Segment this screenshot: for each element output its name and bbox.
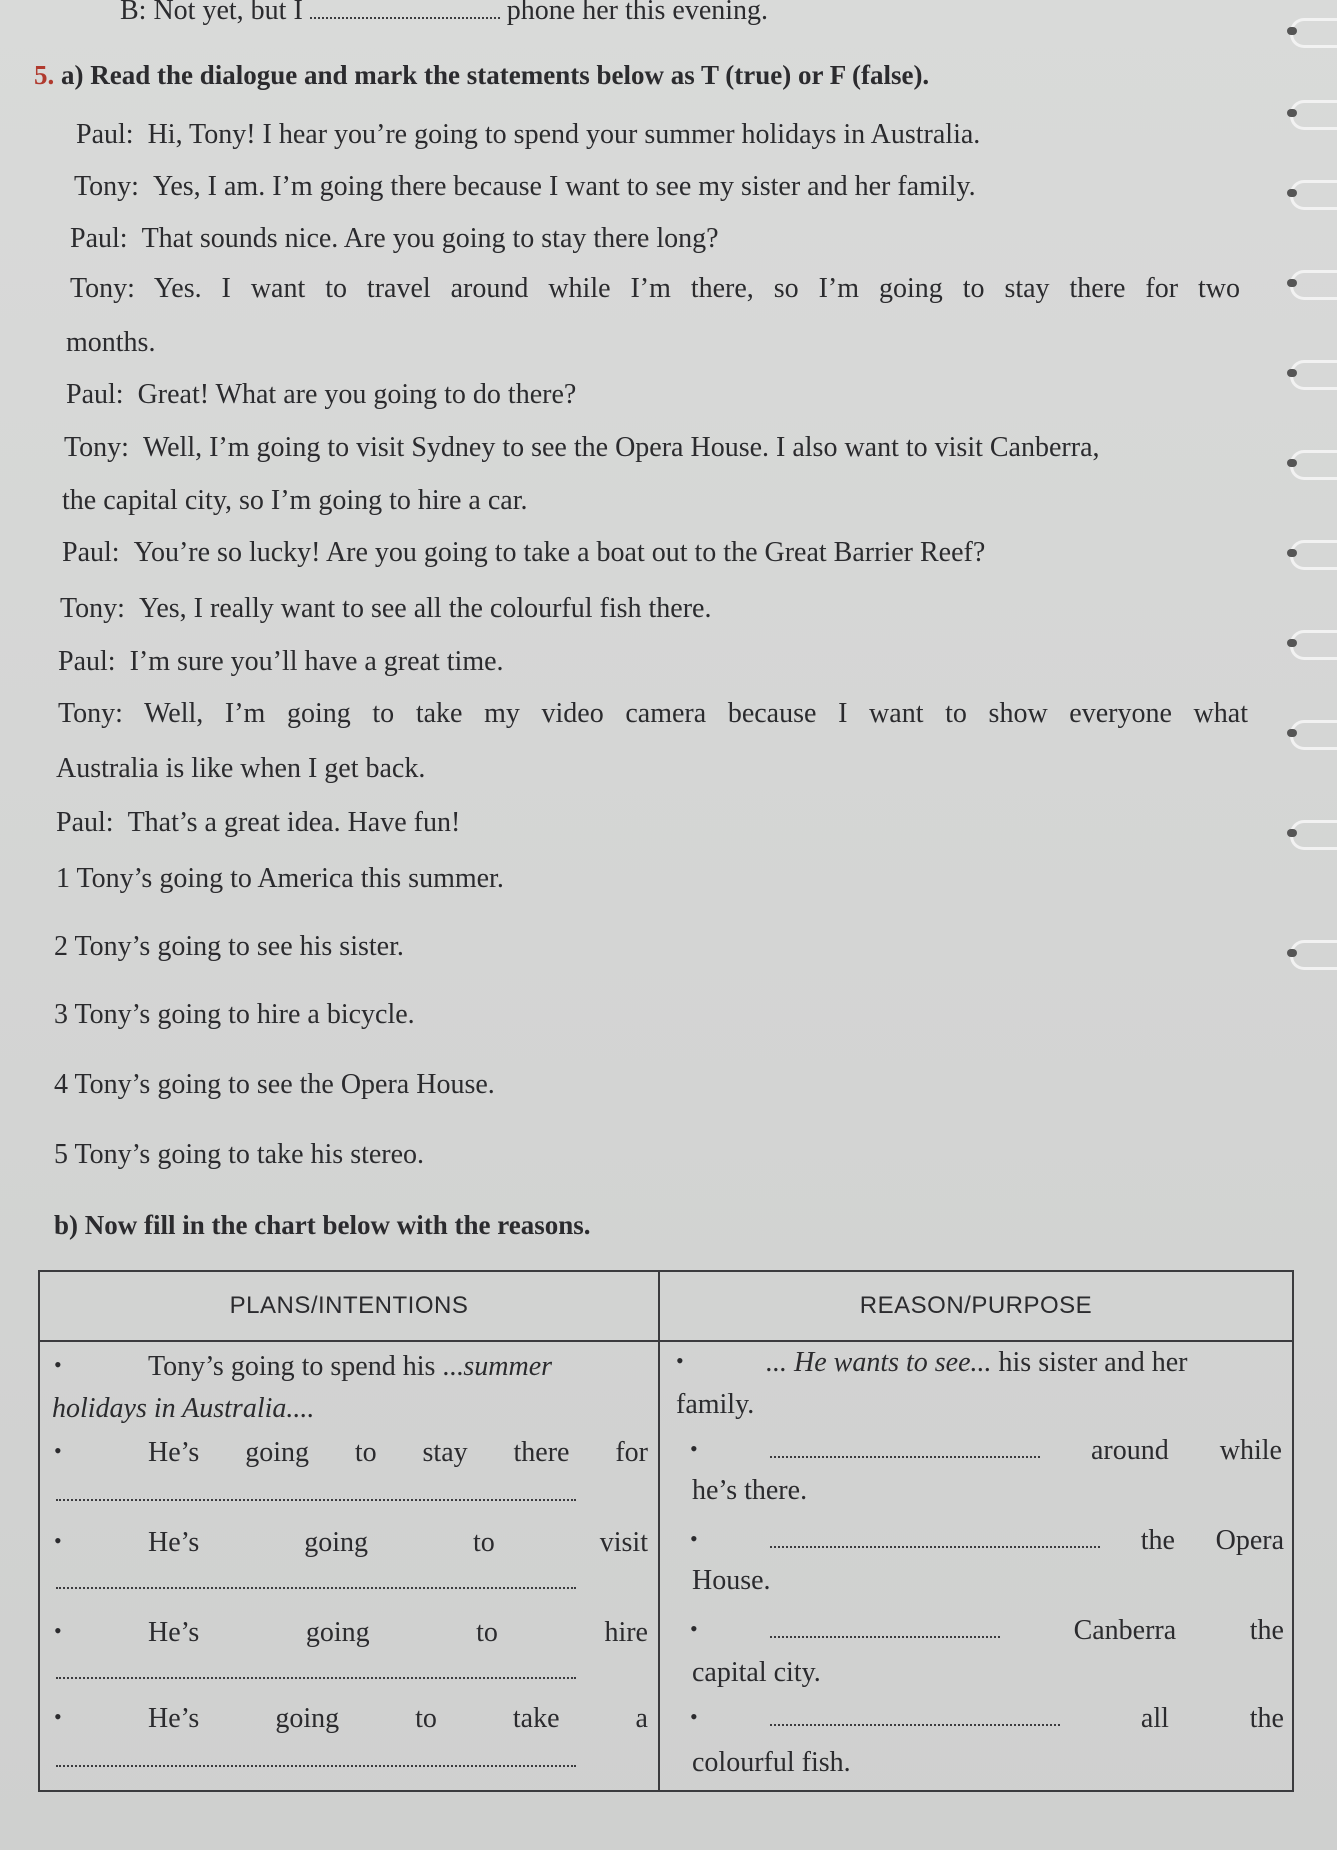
- plan-blank-row: [56, 1476, 658, 1510]
- reason-row-continuation: colourful fish.: [692, 1747, 851, 1778]
- binding-ring-icon: [1290, 820, 1337, 850]
- bullet: •: [690, 1526, 698, 1551]
- answer-blank[interactable]: [770, 1614, 1000, 1638]
- reason-row: the Opera: [770, 1524, 1284, 1558]
- bullet: •: [676, 1348, 684, 1373]
- plan-blank-row: [56, 1654, 658, 1688]
- previous-exercise-line: B: Not yet, but I phone her this evening.: [120, 0, 768, 28]
- exercise-number: 5.: [34, 60, 55, 90]
- bullet: •: [690, 1436, 698, 1461]
- plan-row: Tony’s going to spend his ...summer: [148, 1351, 553, 1382]
- reasons-column: [659, 1341, 1293, 1791]
- bullet: •: [54, 1438, 62, 1463]
- bullet: •: [54, 1618, 62, 1643]
- statement: 2 Tony’s going to see his sister.: [54, 931, 404, 962]
- reasons-chart: [38, 1270, 1294, 1792]
- binding-ring-icon: [1290, 720, 1337, 750]
- dialogue-line: Paul: Great! What are you going to do there?: [66, 379, 577, 410]
- answer-blank[interactable]: [770, 1702, 1060, 1726]
- answer-blank[interactable]: [56, 1655, 576, 1679]
- dialogue-line: Tony: Yes. I want to travel around while I’m there, so I’m going to stay there for two: [70, 273, 1241, 304]
- plans-column: [39, 1341, 659, 1791]
- bullet: •: [690, 1704, 698, 1729]
- binding-ring-icon: [1290, 100, 1337, 130]
- dialogue-line: Tony: Yes, I really want to see all the colourful fish there.: [60, 593, 712, 624]
- binding-ring-icon: [1290, 450, 1337, 480]
- plan-row: He’s going to stay there for: [148, 1437, 648, 1468]
- binding-ring-icon: [1290, 630, 1337, 660]
- dialogue-line: Tony: Well, I’m going to take my video camera because I want to show everyone what: [58, 698, 1248, 729]
- statement: 5 Tony’s going to take his stereo.: [54, 1139, 425, 1170]
- filled-answer: ... He wants to see...: [766, 1347, 992, 1378]
- binding-ring-icon: [1290, 180, 1337, 210]
- part-b-title: b) Now fill in the chart below with the reasons.: [54, 1210, 591, 1240]
- bullet: •: [690, 1616, 698, 1641]
- reason-row: Canberra the: [770, 1614, 1284, 1648]
- plan-row: He’s going to visit: [148, 1527, 648, 1558]
- plan-row-continuation: holidays in Australia....: [52, 1393, 315, 1424]
- reason-row-continuation: family.: [676, 1389, 755, 1420]
- blank-line: [310, 0, 500, 19]
- dialogue-line: Tony: Yes, I am. I’m going there because I want to see my sister and her family.: [74, 171, 976, 202]
- dialogue-line: Paul: That sounds nice. Are you going to stay there long?: [70, 223, 719, 254]
- statement: 1 Tony’s going to America this summer.: [56, 863, 504, 894]
- binding-ring-icon: [1290, 940, 1337, 970]
- part-a-title: a) Read the dialogue and mark the statements below as T (true) or F (false).: [61, 60, 930, 90]
- answer-blank[interactable]: [770, 1434, 1040, 1458]
- binding-ring-icon: [1290, 270, 1337, 300]
- reason-row: all the: [770, 1702, 1284, 1736]
- exercise-heading: [34, 58, 929, 92]
- header-plans: PLANS/INTENTIONS: [39, 1271, 659, 1341]
- answer-blank[interactable]: [56, 1743, 576, 1767]
- statement: 4 Tony’s going to see the Opera House.: [54, 1069, 495, 1100]
- plan-row: He’s going to take a: [148, 1703, 648, 1734]
- plan-blank-row: [56, 1742, 658, 1776]
- statement: 3 Tony’s going to hire a bicycle.: [54, 999, 415, 1030]
- dialogue-line-continuation: the capital city, so I’m going to hire a car.: [62, 485, 528, 516]
- reason-row-continuation: House.: [692, 1565, 771, 1596]
- binding-ring-icon: [1290, 540, 1337, 570]
- bullet: •: [54, 1704, 62, 1729]
- dialogue-line-continuation: months.: [66, 327, 156, 358]
- plan-blank-row: [56, 1564, 658, 1598]
- reason-row: around while: [770, 1434, 1282, 1468]
- dialogue-line: Paul: Hi, Tony! I hear you’re going to spend your summer holidays in Australia.: [76, 119, 981, 150]
- reason-row-continuation: he’s there.: [692, 1475, 808, 1506]
- answer-blank[interactable]: [56, 1565, 576, 1589]
- reason-row: ... He wants to see... his sister and her: [766, 1347, 1188, 1378]
- answer-blank[interactable]: [770, 1524, 1100, 1548]
- dialogue-line: Tony: Well, I’m going to visit Sydney to see the Opera House. I also want to visit Canberra,: [64, 432, 1100, 463]
- bullet: •: [54, 1528, 62, 1553]
- binding-ring-icon: [1290, 360, 1337, 390]
- plan-row: He’s going to hire: [148, 1617, 648, 1648]
- dialogue-line: Paul: That’s a great idea. Have fun!: [56, 807, 461, 838]
- bullet: •: [54, 1352, 62, 1377]
- filled-answer: summer: [463, 1351, 553, 1382]
- dialogue-line: Paul: I’m sure you’ll have a great time.: [58, 646, 504, 677]
- reason-row-continuation: capital city.: [692, 1657, 821, 1688]
- dialogue-line-continuation: Australia is like when I get back.: [56, 753, 426, 784]
- binding-ring-icon: [1290, 18, 1337, 48]
- header-reasons: REASON/PURPOSE: [659, 1271, 1293, 1341]
- answer-blank[interactable]: [56, 1477, 576, 1501]
- dialogue-line: Paul: You’re so lucky! Are you going to take a boat out to the Great Barrier Reef?: [62, 537, 986, 568]
